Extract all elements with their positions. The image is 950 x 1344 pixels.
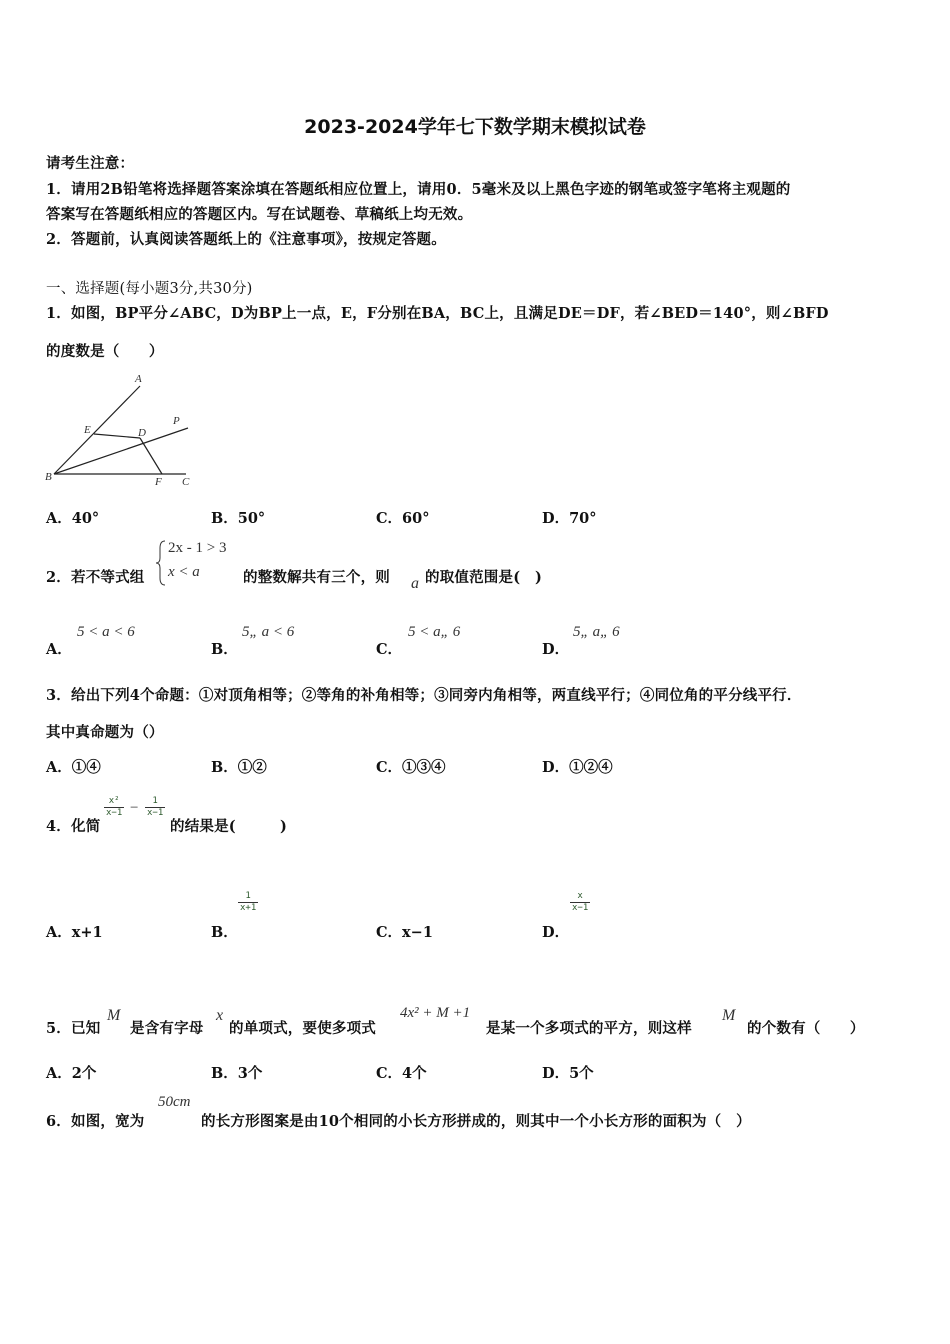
q4-prefix: 4．化简: [46, 818, 101, 835]
q5-polynomial: 4x² + M +1: [400, 1005, 471, 1021]
label-f: F: [155, 476, 162, 488]
q2-option-c-expr: 5 < a„ 6: [408, 624, 461, 640]
q3-option-a[interactable]: A．①④: [46, 759, 101, 776]
q2-option-b-letter[interactable]: B．: [211, 641, 238, 658]
segment-df: [140, 438, 162, 474]
label-c: C: [182, 476, 190, 488]
q4-frac1-den: x−1: [106, 808, 123, 818]
q5-part-4: 是某一个多项式的平方，则这样: [486, 1020, 692, 1037]
q4-optd-num: x: [577, 891, 583, 901]
q2-brace: [156, 540, 166, 586]
q5-part-3: 的单项式，要使多项式: [229, 1020, 376, 1037]
page-title: 2023-2024学年七下数学期末模拟试卷: [304, 116, 646, 138]
q6-width: 50cm: [158, 1094, 191, 1110]
q5-var-m: M: [107, 1007, 121, 1024]
q2-ineq-1: 2x - 1 > 3: [168, 540, 227, 556]
q1-text-line2: 的度数是（ ）: [46, 343, 164, 360]
q5-option-c[interactable]: C．4个: [376, 1065, 427, 1082]
q5-part-5: 的个数有（ ）: [747, 1020, 865, 1037]
q2-option-a-letter[interactable]: A．: [46, 641, 72, 658]
q2-prefix: 2．若不等式组: [46, 569, 145, 586]
q1-text-line1: 1．如图，BP平分∠ABC，D为BP上一点，E，F分别在BA，BC上，且满足DE＝DF，若∠BED＝140°，则∠BFD: [46, 305, 829, 322]
q2-option-d-expr: 5„ a„ 6: [573, 624, 620, 640]
notice-line-1a: 1．请用2B铅笔将选择题答案涂填在答题纸相应位置上，请用0．5毫米及以上黑色字迹的钢笔或签字笔将主观题的: [46, 181, 791, 198]
q4-minus: −: [130, 800, 139, 816]
q2-option-d-letter[interactable]: D．: [542, 641, 570, 658]
q4-frac1-num: x²: [108, 796, 120, 806]
q1-figure: [40, 366, 200, 492]
q4-frac2-num: 1: [152, 796, 158, 806]
q2-mid: 的整数解共有三个，则: [243, 569, 390, 586]
q2-option-a-expr: 5 < a < 6: [77, 624, 135, 640]
q2-suffix: 的取值范围是( ): [425, 569, 543, 586]
q2-inequality-system: [156, 540, 246, 586]
label-a: A: [135, 373, 142, 385]
notice-heading: 请考生注意：: [46, 155, 135, 172]
q4-fraction-1: [104, 796, 124, 819]
q5-option-b[interactable]: B．3个: [211, 1065, 263, 1082]
q2-option-b-expr: 5„ a < 6: [242, 624, 295, 640]
q4-option-d-fraction: [570, 891, 590, 914]
q5-option-a[interactable]: A．2个: [46, 1065, 97, 1082]
q3-option-d[interactable]: D．①②④: [542, 759, 613, 776]
q3-text-line2: 其中真命题为（）: [46, 724, 164, 741]
q2-option-c-letter[interactable]: C．: [376, 641, 403, 658]
q5-part-2: 是含有字母: [130, 1020, 204, 1037]
q5-var-x: x: [216, 1007, 224, 1024]
q4-option-d-letter[interactable]: D．: [542, 924, 570, 941]
q1-option-c[interactable]: C．60°: [376, 510, 430, 527]
q4-option-a[interactable]: A．x+1: [46, 924, 103, 941]
label-p: P: [173, 415, 180, 427]
q2-var-a: a: [411, 575, 419, 592]
label-b: B: [45, 471, 52, 483]
q1-option-a[interactable]: A．40°: [46, 510, 100, 527]
segment-de: [94, 434, 140, 438]
q4-frac2-den: x−1: [147, 808, 164, 818]
q3-text-line1: 3．给出下列4个命题：①对顶角相等；②等角的补角相等；③同旁内角相等，两直线平行；④同位角的平分线平行．: [46, 687, 802, 704]
section-heading: 一、选择题(每小题3分,共30分): [46, 281, 253, 297]
q4-suffix: 的结果是( ): [170, 818, 288, 835]
label-d: D: [138, 427, 146, 439]
q5-part-1: 5．已知: [46, 1020, 101, 1037]
notice-line-2: 2．答题前，认真阅读答题纸上的《注意事项》，按规定答题。: [46, 231, 446, 248]
q4-optb-den: x+1: [240, 903, 257, 913]
q4-option-c[interactable]: C．x−1: [376, 924, 433, 941]
q4-optd-den: x−1: [572, 903, 589, 913]
q4-option-b-letter[interactable]: B．: [211, 924, 238, 941]
ray-bp: [54, 428, 188, 474]
q4-fraction-2: [145, 796, 165, 819]
ray-ba: [54, 386, 140, 474]
q3-option-b[interactable]: B．①②: [211, 759, 267, 776]
q5-option-d[interactable]: D．5个: [542, 1065, 594, 1082]
q3-option-c[interactable]: C．①③④: [376, 759, 446, 776]
q4-option-b-fraction: [238, 891, 258, 914]
q6-part-1: 6．如图，宽为: [46, 1113, 145, 1130]
label-e: E: [84, 424, 91, 436]
q5-var-m-2: M: [722, 1007, 736, 1024]
q1-option-b[interactable]: B．50°: [211, 510, 266, 527]
q4-optb-num: 1: [245, 891, 251, 901]
q2-ineq-2: x < a: [168, 564, 200, 580]
q1-option-d[interactable]: D．70°: [542, 510, 597, 527]
q6-part-2: 的长方形图案是由10个相同的小长方形拼成的，则其中一个小长方形的面积为（ ）: [201, 1113, 751, 1130]
notice-line-1b: 答案写在答题纸相应的答题区内。写在试题卷、草稿纸上均无效。: [46, 206, 473, 223]
